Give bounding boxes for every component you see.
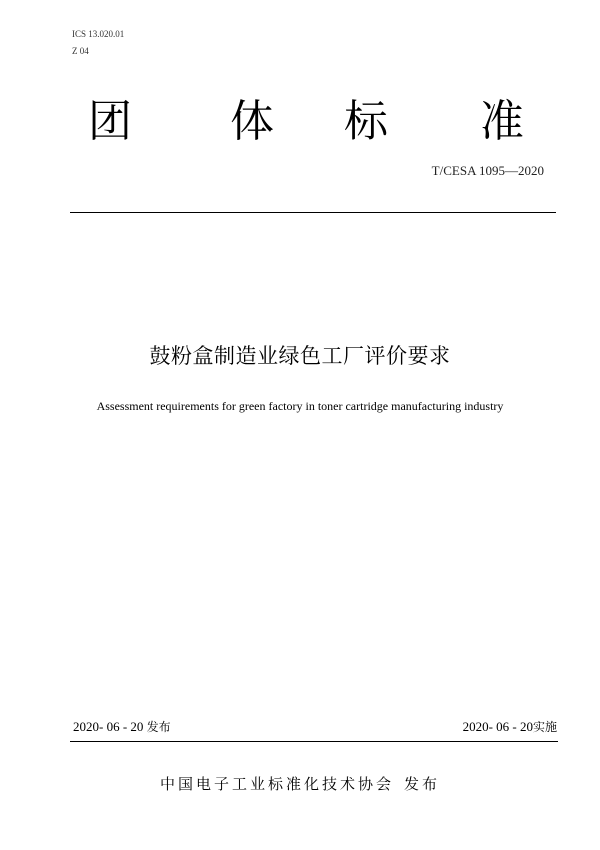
footer-divider [70, 741, 558, 742]
standard-type-char: 体 [230, 96, 274, 147]
standard-number: T/CESA 1095—2020 [431, 163, 544, 178]
implementation-date [463, 719, 557, 735]
standard-type-char: 准 [480, 96, 524, 147]
publisher-action: 发布 [404, 775, 441, 793]
issue-date-value: 2020- 06 - 20 [73, 719, 144, 734]
publisher-name: 中国电子工业标准化技术协会 [159, 775, 394, 793]
issue-date-label: 发布 [146, 720, 171, 734]
english-title: Assessment requirements for green factory in toner cartridge manufacturing industry [96, 399, 504, 413]
publisher-line [0, 774, 600, 794]
ics-code: ICS 13.020.01 [72, 29, 125, 39]
chinese-title: 鼓粉盒制造业绿色工厂评价要求 [149, 344, 451, 368]
implementation-date-label: 实施 [532, 720, 557, 734]
standard-type-heading [72, 94, 532, 150]
standard-type-char: 标 [344, 96, 388, 147]
issue-date [73, 719, 171, 735]
ccs-code: Z 04 [72, 46, 89, 56]
standard-type-char: 团 [88, 96, 132, 147]
implementation-date-value: 2020- 06 - 20 [462, 719, 533, 734]
header-divider [70, 212, 556, 213]
